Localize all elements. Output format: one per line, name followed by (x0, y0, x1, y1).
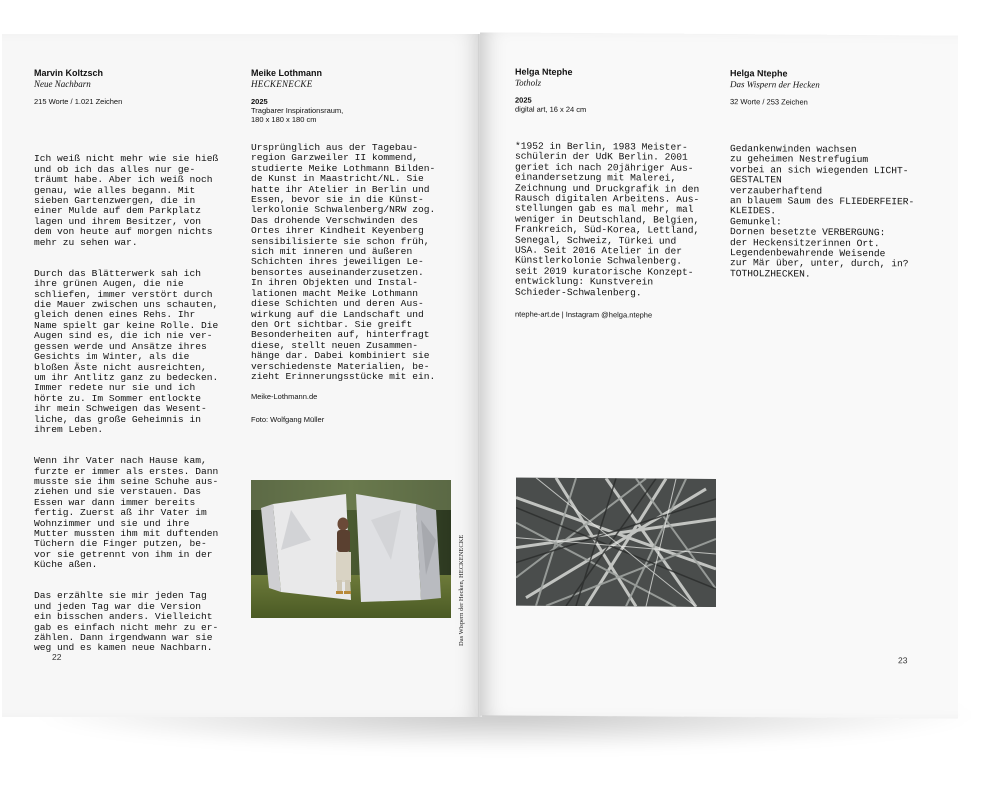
author-name: Helga Ntephe (515, 66, 573, 77)
story-text (34, 144, 240, 675)
story-paragraph-1: Ich weiß nicht mehr wie sie hieß und ob ich das alles nur ge- träumt habe. Aber ich weiß noch genau, wie alles begann. Mit sieben Gartenzwergen, die in einer Mulde auf dem Parkplatz lagen und ihrem Besitzer, von dem von heute auf morgen nichts mehr zu sehen war. (34, 153, 219, 248)
photo-credit: Foto: Wolfgang Müller (251, 415, 325, 425)
artwork-year: 2025 (251, 97, 268, 106)
installation-photo (251, 480, 451, 618)
column-ntephe-poem (730, 68, 935, 281)
page-number: 22 (52, 652, 62, 662)
word-count: 32 Worte / 253 Zeichen (730, 97, 808, 107)
installation-photo-image (251, 480, 451, 618)
bio-text: *1952 in Berlin, 1983 Meister- schülerin der UdK Berlin. 2001 geriet ich nach 20jähriger Aus- einandersetzung mit Malerei, Zeichnung und Druckgrafik in den Rausch digitalen Arbeitens. Aus- stellungen gab es mal mehr, mal weniger in Deutschland, Belgien, Frankreich, Süd-Korea, Lettland, Senegal, Schweiz, Türkei und USA. Seit 2016 Atelier in der Künstlerkolonie Schwalenberg. seit 2019 kuratorische Konzept- entwicklung: Kunstverein Schieder-Schwalenberg. (515, 140, 700, 299)
author-name: Marvin Koltzsch (34, 68, 104, 78)
poem-text: Gedankenwinden wachsen zu geheimen Nestrefugium vorbei an sich wiegenden LICHT- GESTALTEN verzauberhaftend an blauem Saum des FLIEDERFEIER- KLEIDES. Gemunkel: Dornen besetzte VERBERGUNG: der Heckensitzerinnen Ort. Legendenbewahrende Weisende zur Mär über, unter, durch, in? TOTHOLZHECKEN. (730, 143, 915, 280)
work-title: Das Wispern der Hecken (730, 79, 820, 90)
page-number: 23 (898, 655, 908, 666)
left-page (2, 34, 480, 717)
totholz-artwork-image (516, 478, 716, 607)
bio-text: Ursprünglich aus der Tagebau- region Garzweiler II kommend, studierte Meike Lothmann Bilden- de Kunst in Maastricht/NL. Sie hatte ihr Atelier in Berlin und Essen, bevor sie in die Künst- lerkolonie Schwalenberg/NRW zog. Das drohende Verschwinden des Ortes ihrer Kindheit Keyenberg sensibilisierte sie schon früh, sich mit inneren und äußeren Schichten ihres jeweiligen Le- bensortes auseinanderzusetzen. In ihren Objekten und Instal- lationen macht Meike Lothmann diese Schichten und deren Aus- wirkung auf die Landschaft und den Ort sichtbar. Sie greift Besonderheiten auf, hinterfragt diese, stellt neuen Zusammen- hänge dar. Dabei kombiniert sie verschiedenste Materialien, be- zieht Erinnerungsstücke mit ein. (251, 142, 436, 382)
work-title: Neue Nachbarn (34, 79, 91, 89)
word-count: 215 Worte / 1.021 Zeichen (34, 97, 123, 106)
column-lothmann (251, 68, 456, 424)
website-link: Meike-Lothmann.de (251, 392, 318, 402)
work-title: Totholz (515, 77, 542, 88)
story-paragraph-4: Das erzählte sie mir jeden Tag und jeden Tag war die Version ein bisschen anders. Vielleicht gab es einfach nicht mehr zu er- zählen. Dann irgendwann war sie weg und es kamen neue Nachbarn. (34, 590, 219, 654)
artwork-medium: digital art, 16 x 24 cm (515, 104, 587, 115)
column-ntephe-totholz (515, 67, 720, 321)
author-name: Meike Lothmann (251, 68, 323, 78)
story-paragraph-2: Durch das Blätterwerk sah ich ihre grünen Augen, die nie schliefen, immer verstört durch die Mauer zwischen uns schauten, gleich denen eines Rehs. Ihr Name spielt gar keine Rolle. Die Augen sind es, die ich nie ver- gessen werde und Ansätze ihres Gesichts im Winter, als die bloßen Äste nicht ausreichten, um ihr Antlitz ganz zu bedecken. Immer redete nur sie und ich hörte zu. Im Sommer entlockte ihr mein Schweigen das Wesent- liche, das große Geheimnis in ihrem Leben. (34, 267, 219, 435)
totholz-artwork (516, 478, 716, 607)
social-links: ntephe-art.de | Instagram @helga.ntephe (515, 309, 653, 320)
right-page (480, 32, 958, 718)
column-koltzsch (34, 68, 239, 675)
artwork-meta (251, 97, 456, 124)
story-paragraph-3: Wenn ihr Vater nach Hause kam, furzte er immer als erstes. Dann musste sie ihm seine Schuhe aus- ziehen und sie verstauen. Das Essen war dann immer bereits fertig. Zuerst aß ihr Vater im Wohnzimmer und sie und ihre Mutter mussten ihm mit duftenden Tüchern die Finger putzen, be- vor sie getrennt von ihm in der Küche aßen. (34, 455, 219, 571)
artwork-year: 2025 (515, 95, 532, 105)
artwork-dimensions: 180 x 180 x 180 cm (251, 115, 317, 124)
photo-caption: Das Wispern der Hecken, HECKENECKE (458, 534, 465, 646)
author-name: Helga Ntephe (730, 68, 788, 79)
work-title: HECKENECKE (251, 79, 313, 89)
artwork-medium: Tragbarer Inspirationsraum, (251, 106, 344, 115)
artwork-meta (515, 96, 720, 115)
